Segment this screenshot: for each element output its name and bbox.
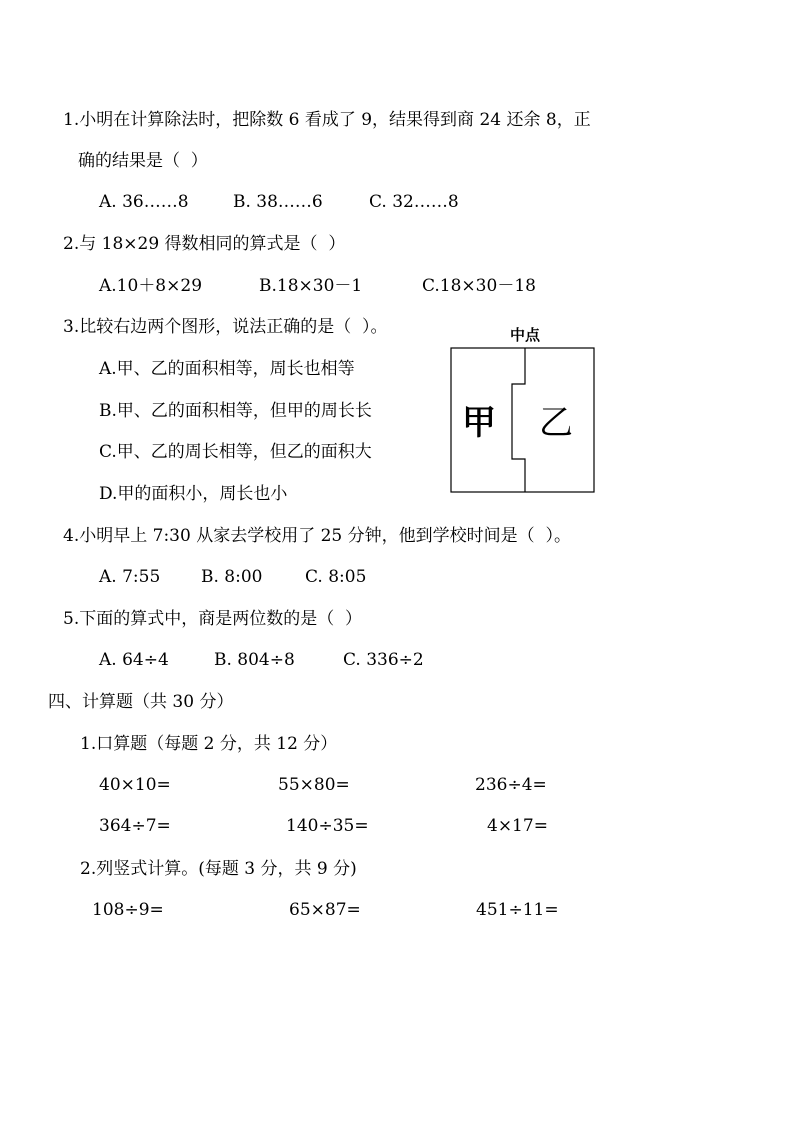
- comparison-figure: [450, 322, 598, 494]
- midpoint-label: 中点: [509, 326, 541, 344]
- question-2-option-b: B.18×30－1: [259, 276, 363, 296]
- vertical-calc-item: 451÷11=: [476, 900, 559, 920]
- mental-math-item: 364÷7=: [99, 816, 171, 836]
- question-1-stem-line1: 1.小明在计算除法时，把除数 6 看成了 9，结果得到商 24 还余 8，正: [63, 110, 591, 130]
- question-1-option-a: A. 36……8: [99, 192, 189, 212]
- mental-math-heading: 1.口算题（每题 2 分，共 12 分）: [80, 734, 338, 754]
- vertical-calc-heading: 2.列竖式计算。(每题 3 分，共 9 分): [80, 859, 357, 879]
- vertical-calc-item: 65×87=: [289, 900, 361, 920]
- mental-math-item: 140÷35=: [286, 816, 369, 836]
- question-3-option-a: A.甲、乙的面积相等，周长也相等: [99, 359, 355, 379]
- mental-math-item: 236÷4=: [475, 775, 547, 795]
- dividing-line: [512, 348, 525, 492]
- question-4-option-a: A. 7:55: [99, 567, 161, 587]
- question-4-stem: 4.小明早上 7:30 从家去学校用了 25 分钟，他到学校时间是（ ）。: [63, 526, 571, 546]
- question-1-option-b: B. 38……6: [233, 192, 323, 212]
- vertical-calc-item: 108÷9=: [92, 900, 164, 920]
- region-jia-label: 甲: [462, 403, 496, 443]
- question-2-option-a: A.10＋8×29: [99, 276, 203, 296]
- question-2-stem: 2.与 18×29 得数相同的算式是（ ）: [63, 234, 346, 254]
- section-4-heading: 四、计算题（共 30 分）: [48, 692, 234, 712]
- region-yi-label: 乙: [539, 403, 573, 443]
- question-5-stem: 5.下面的算式中，商是两位数的是（ ）: [63, 609, 363, 629]
- question-5-option-a: A. 64÷4: [99, 650, 169, 670]
- question-3-stem: 3.比较右边两个图形，说法正确的是（ ）。: [63, 317, 388, 337]
- question-1-stem-line2: 确的结果是（ ）: [78, 151, 208, 171]
- mental-math-item: 55×80=: [278, 775, 350, 795]
- question-2-option-c: C.18×30－18: [422, 276, 536, 296]
- mental-math-item: 4×17=: [487, 816, 548, 836]
- question-4-option-b: B. 8:00: [201, 567, 263, 587]
- question-4-option-c: C. 8:05: [305, 567, 367, 587]
- question-3-option-d: D.甲的面积小，周长也小: [99, 484, 288, 504]
- question-3-option-c: C.甲、乙的周长相等，但乙的面积大: [99, 442, 372, 462]
- question-3-option-b: B.甲、乙的面积相等，但甲的周长长: [99, 401, 372, 421]
- mental-math-item: 40×10=: [99, 775, 171, 795]
- question-5-option-c: C. 336÷2: [343, 650, 424, 670]
- question-5-option-b: B. 804÷8: [214, 650, 295, 670]
- question-1-option-c: C. 32……8: [369, 192, 459, 212]
